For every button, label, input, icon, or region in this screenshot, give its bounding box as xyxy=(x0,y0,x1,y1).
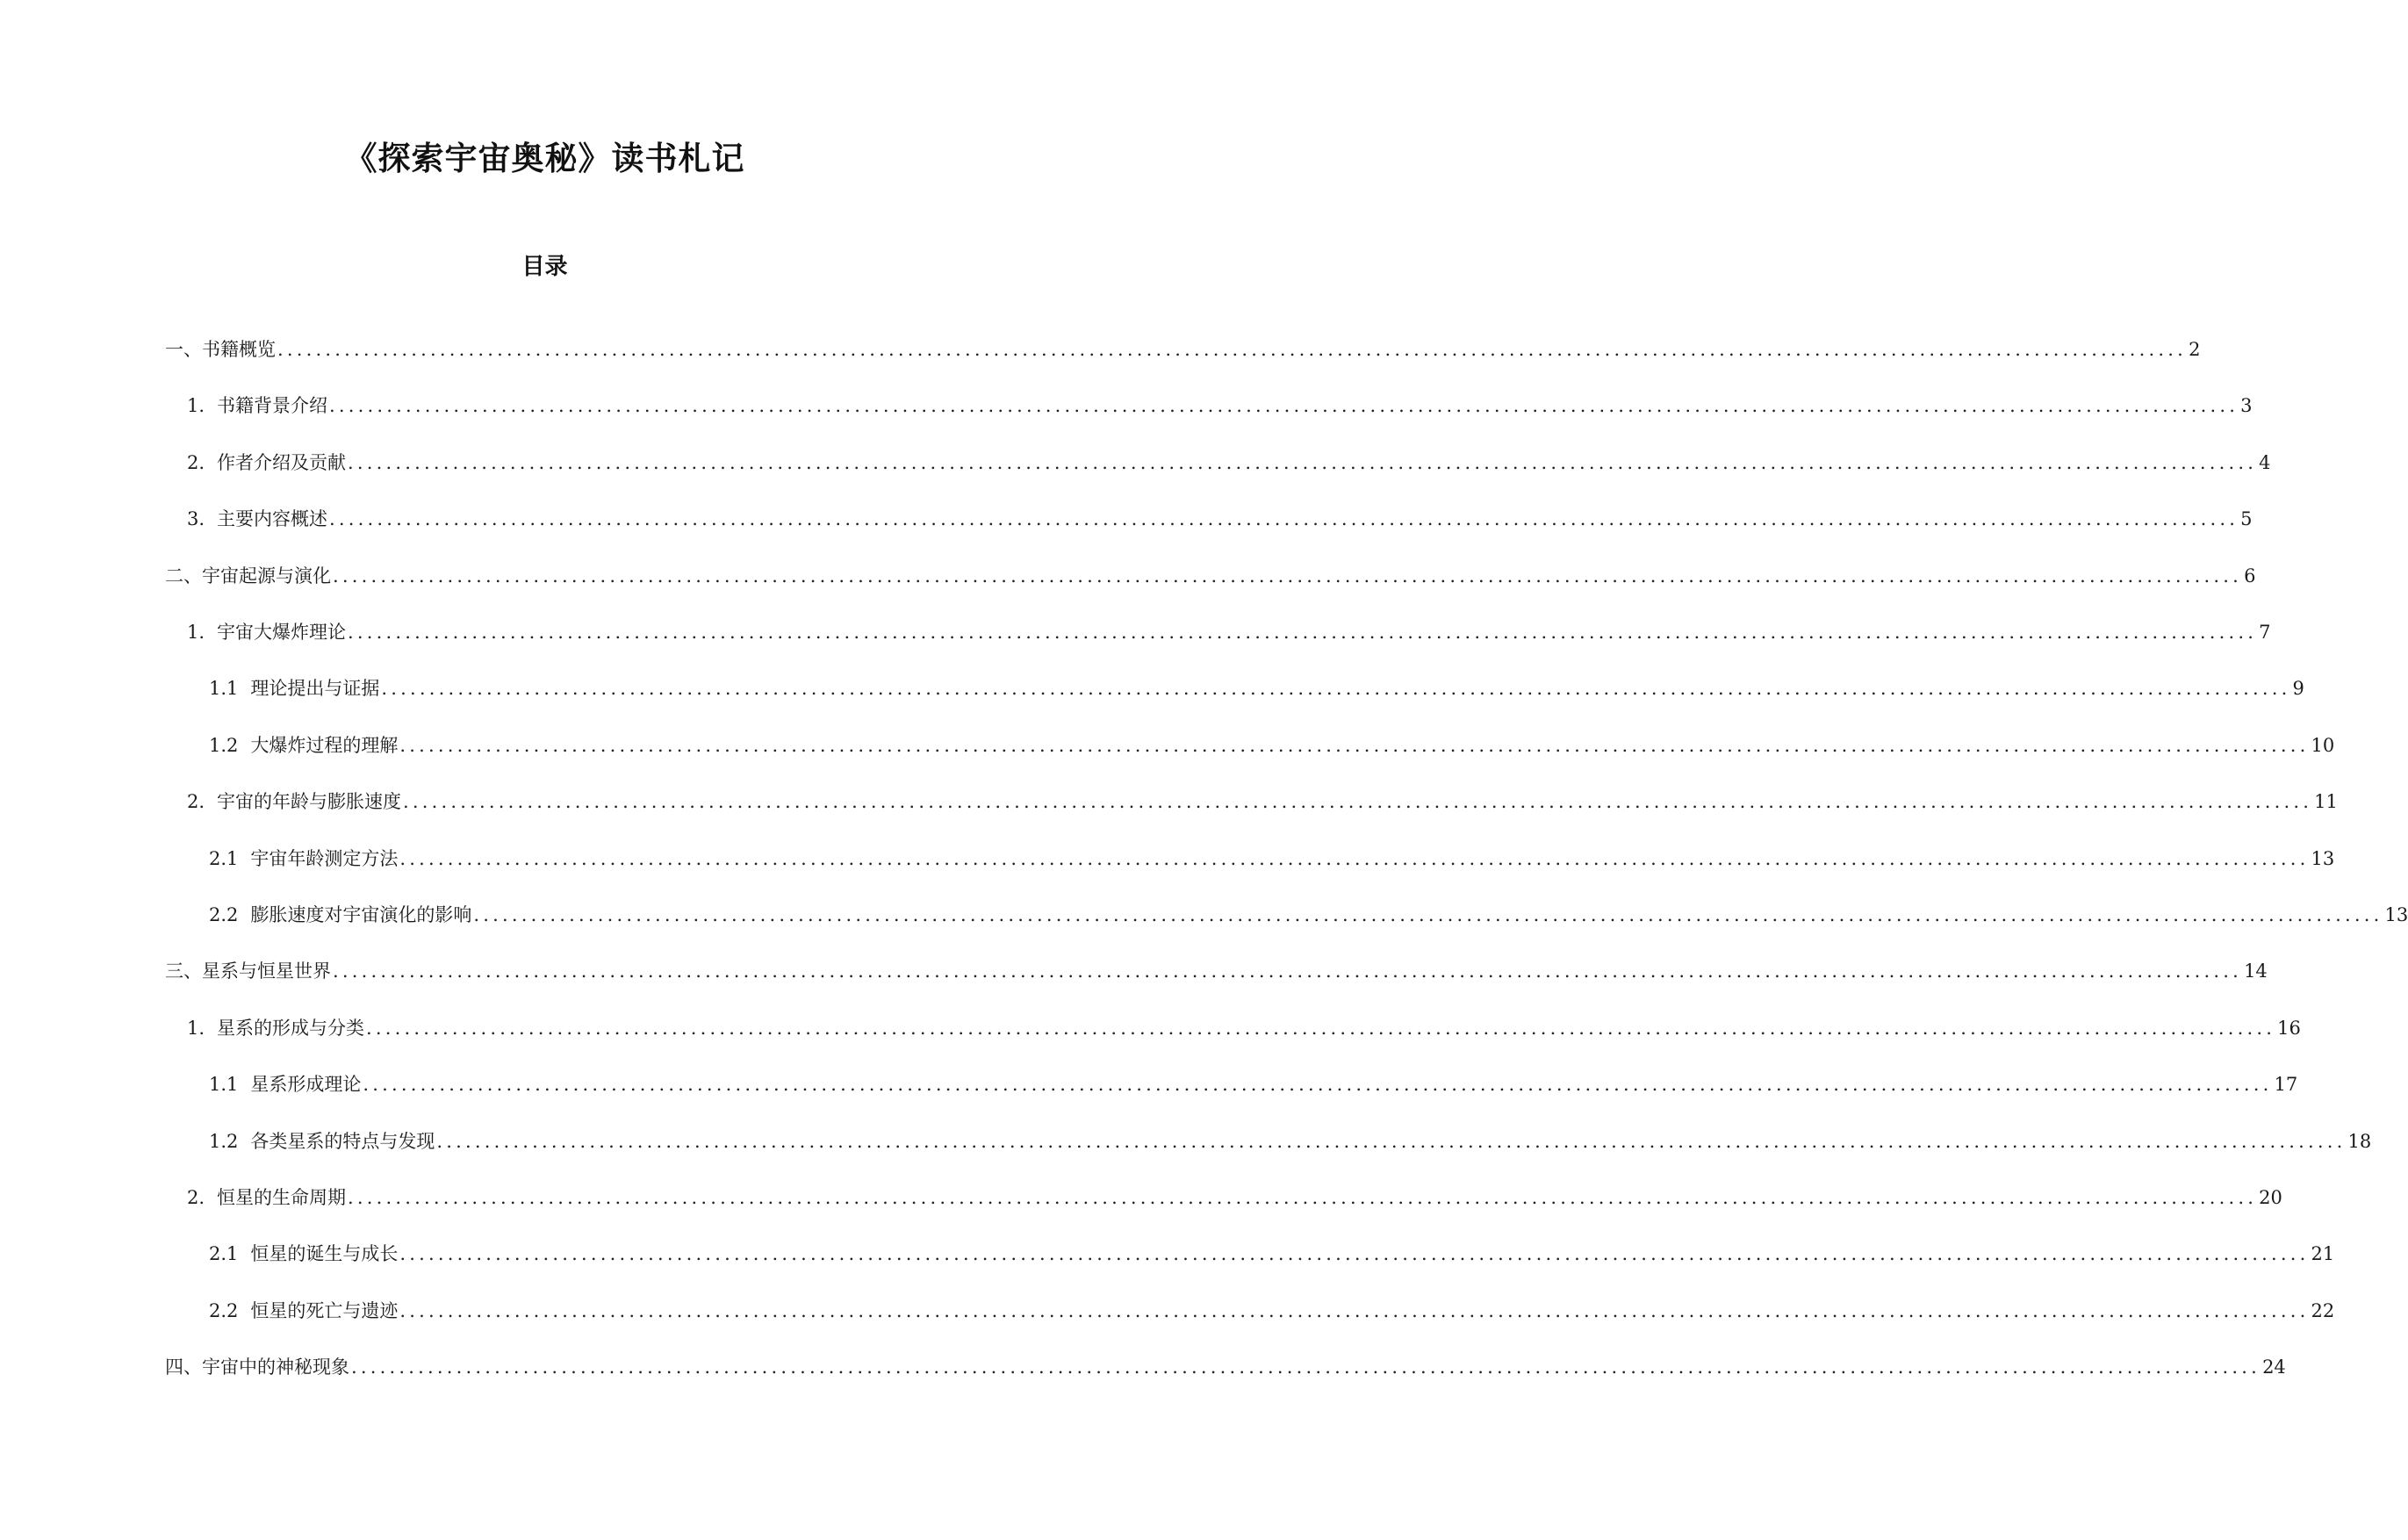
toc-entry-number: 1. xyxy=(187,1018,205,1039)
toc-entry[interactable] xyxy=(209,732,2335,759)
toc-dot-leader: ........................................................................................................................................................................................................ xyxy=(348,1187,2258,1208)
toc-page-number: 5 xyxy=(2240,508,2253,529)
toc-entry[interactable] xyxy=(209,1298,2335,1324)
toc-entry-title: 星系的形成与分类 xyxy=(217,1018,365,1039)
toc-entry-title: 恒星的死亡与遗迹 xyxy=(250,1300,399,1321)
toc-page-number: 18 xyxy=(2347,1131,2372,1152)
toc-entry[interactable] xyxy=(165,958,2268,984)
toc-entry-title: 一、书籍概览 xyxy=(165,339,276,360)
toc-entry-title: 各类星系的特点与发现 xyxy=(250,1131,435,1152)
toc-entry-number: 1.2 xyxy=(209,1131,239,1152)
toc-dot-leader: ........................................................................................................................................................................................................ xyxy=(436,1131,2347,1152)
toc-entry-number: 2. xyxy=(187,452,205,473)
toc-page-number: 4 xyxy=(2259,452,2271,473)
toc-entry-title: 宇宙的年龄与膨胀速度 xyxy=(217,791,402,812)
toc-entry[interactable] xyxy=(209,1241,2335,1267)
toc-page-number: 6 xyxy=(2244,565,2256,586)
toc-entry-title: 作者介绍及贡献 xyxy=(217,452,347,473)
document-title: 《探索宇宙奥秘》读书札记 xyxy=(344,140,745,177)
toc-entry[interactable] xyxy=(209,846,2335,872)
toc-dot-leader: ........................................................................................................................................................................................................ xyxy=(399,1243,2310,1264)
toc-page-number: 2 xyxy=(2189,339,2201,360)
toc-dot-leader: ........................................................................................................................................................................................................ xyxy=(351,1356,2261,1378)
toc-heading: 目录 xyxy=(521,254,568,280)
toc-dot-leader: ........................................................................................................................................................................................................ xyxy=(333,565,2243,586)
toc-entry[interactable] xyxy=(209,1071,2298,1097)
toc-entry[interactable] xyxy=(187,619,2271,645)
toc-entry-number: 2.1 xyxy=(209,848,239,869)
toc-entry-number: 1. xyxy=(187,622,205,643)
toc-entry-title: 膨胀速度对宇宙演化的影响 xyxy=(250,904,472,925)
toc-entry-title: 星系形成理论 xyxy=(250,1074,362,1095)
toc-entry-title: 宇宙年龄测定方法 xyxy=(250,848,399,869)
toc-entry-title: 三、星系与恒星世界 xyxy=(165,961,331,982)
toc-dot-leader: ........................................................................................................................................................................................................ xyxy=(333,961,2243,982)
toc-entry-title: 宇宙大爆炸理论 xyxy=(217,622,347,643)
toc-entry-number: 1.1 xyxy=(209,1074,239,1095)
toc-entry-title: 理论提出与证据 xyxy=(250,678,380,699)
toc-entry-title: 二、宇宙起源与演化 xyxy=(165,565,331,586)
toc-entry[interactable] xyxy=(187,1015,2301,1041)
toc-dot-leader: ........................................................................................................................................................................................................ xyxy=(473,904,2383,925)
toc-page-number: 17 xyxy=(2274,1074,2298,1095)
toc-page-number: 13 xyxy=(2384,904,2408,925)
toc-entry-number: 2.1 xyxy=(209,1243,239,1264)
toc-page-number: 13 xyxy=(2311,848,2335,869)
toc-entry-title: 主要内容概述 xyxy=(217,508,328,529)
toc-entry-title: 恒星的生命周期 xyxy=(217,1187,347,1208)
toc-entry-title: 书籍背景介绍 xyxy=(217,395,328,416)
toc-entry-title: 恒星的诞生与成长 xyxy=(250,1243,399,1264)
toc-page-number: 16 xyxy=(2277,1018,2301,1039)
toc-page-number: 11 xyxy=(2314,791,2338,812)
toc-dot-leader: ........................................................................................................................................................................................................ xyxy=(399,735,2310,756)
toc-entry[interactable] xyxy=(187,392,2253,419)
toc-page-number: 21 xyxy=(2311,1243,2335,1264)
toc-entry-number: 2.2 xyxy=(209,1300,239,1321)
toc-entry[interactable] xyxy=(209,675,2304,702)
toc-page-number: 20 xyxy=(2259,1187,2282,1208)
toc-page-number: 3 xyxy=(2240,395,2253,416)
toc-entry-number: 2.2 xyxy=(209,904,239,925)
toc-entry[interactable] xyxy=(187,450,2271,476)
toc-entry[interactable] xyxy=(209,1128,2372,1155)
toc-entry[interactable] xyxy=(187,788,2338,815)
toc-dot-leader: ........................................................................................................................................................................................................ xyxy=(348,622,2258,643)
toc-entry-title: 四、宇宙中的神秘现象 xyxy=(165,1356,349,1378)
toc-entry-number: 1.2 xyxy=(209,735,239,756)
toc-dot-leader: ........................................................................................................................................................................................................ xyxy=(381,678,2291,699)
toc-entry-number: 1. xyxy=(187,395,205,416)
toc-entry[interactable] xyxy=(165,563,2256,589)
toc-entry[interactable] xyxy=(165,1354,2286,1380)
toc-entry[interactable] xyxy=(165,336,2201,363)
toc-entry-title: 大爆炸过程的理解 xyxy=(250,735,399,756)
toc-entry-number: 3. xyxy=(187,508,205,529)
toc-entry-number: 2. xyxy=(187,791,205,812)
toc-page-number: 10 xyxy=(2311,735,2335,756)
toc-dot-leader: ........................................................................................................................................................................................................ xyxy=(366,1018,2276,1039)
toc-entry[interactable] xyxy=(187,506,2253,532)
toc-page-number: 22 xyxy=(2311,1300,2335,1321)
toc-dot-leader: ........................................................................................................................................................................................................ xyxy=(363,1074,2273,1095)
toc-dot-leader: ........................................................................................................................................................................................................ xyxy=(399,848,2310,869)
toc-page-number: 7 xyxy=(2259,622,2271,643)
toc-page-number: 24 xyxy=(2262,1356,2286,1378)
toc-page-number: 14 xyxy=(2244,961,2268,982)
toc-dot-leader: ........................................................................................................................................................................................................ xyxy=(329,395,2239,416)
toc-dot-leader: ........................................................................................................................................................................................................ xyxy=(277,339,2188,360)
toc-dot-leader: ........................................................................................................................................................................................................ xyxy=(329,508,2239,529)
toc-entry-number: 1.1 xyxy=(209,678,239,699)
toc-entry[interactable] xyxy=(209,902,2408,928)
toc-entry[interactable] xyxy=(187,1184,2282,1211)
toc-dot-leader: ........................................................................................................................................................................................................ xyxy=(403,791,2313,812)
toc-dot-leader: ........................................................................................................................................................................................................ xyxy=(348,452,2258,473)
toc-entry-number: 2. xyxy=(187,1187,205,1208)
toc-dot-leader: ........................................................................................................................................................................................................ xyxy=(399,1300,2310,1321)
toc-page-number: 9 xyxy=(2292,678,2304,699)
